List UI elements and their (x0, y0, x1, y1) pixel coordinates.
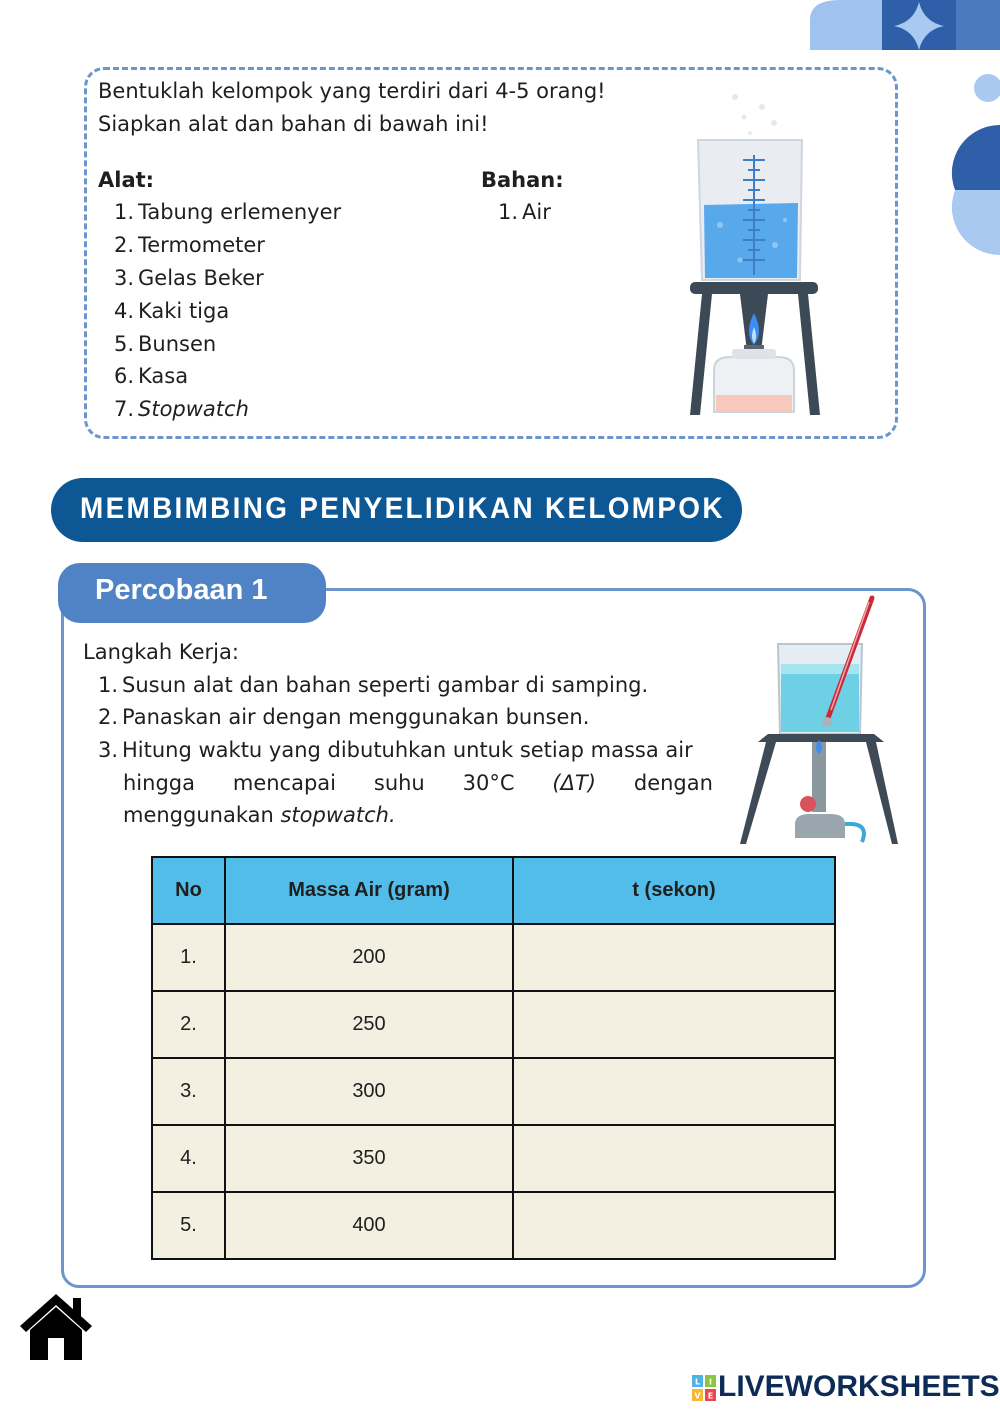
step-text: menggunakan (123, 803, 281, 827)
step-number: 3. (98, 738, 119, 762)
header-massa-air: Massa Air (gram) (225, 857, 513, 924)
section-heading: MEMBIMBING PENYELIDIKAN KELOMPOK (80, 492, 725, 525)
data-table (151, 856, 836, 1260)
header-no: No (152, 857, 225, 924)
alat-item-4 (112, 299, 229, 323)
step-text: Susun alat dan bahan seperti gambar di samping. (122, 673, 649, 697)
steps-heading: Langkah Kerja: (83, 640, 239, 664)
alat-item-1 (112, 200, 341, 224)
table-row (152, 1058, 835, 1125)
step-2 (98, 705, 589, 729)
intro-instruction-2: Siapkan alat dan bahan di bawah ini! (98, 112, 489, 136)
bahan-item-number: 1. (497, 200, 518, 224)
cell-time-input[interactable] (513, 991, 835, 1058)
logo-letter: E (707, 1391, 714, 1401)
alat-item-label: Tabung erlemenyer (138, 200, 342, 224)
cell-time-input[interactable] (513, 1192, 835, 1259)
alat-item-2 (112, 233, 265, 257)
bahan-item-1 (496, 200, 551, 224)
cell-no: 4. (152, 1125, 225, 1192)
step-number: 1. (98, 673, 119, 697)
step-word: mencapai (232, 771, 336, 795)
table-row (152, 1192, 835, 1259)
table-row (152, 924, 835, 991)
alat-item-number: 1. (113, 200, 134, 224)
table-header-row (152, 857, 835, 924)
step-number: 2. (98, 705, 119, 729)
cell-massa: 250 (225, 991, 513, 1058)
alat-heading: Alat: (98, 168, 155, 192)
alat-item-number: 4. (113, 299, 134, 323)
step-word: 30°C (462, 771, 515, 795)
beaker-bunsen-illustration (740, 592, 902, 848)
alat-item-3 (112, 266, 264, 290)
intro-instruction-1: Bentuklah kelompok yang terdiri dari 4-5 orang! (98, 79, 606, 103)
cell-massa: 350 (225, 1125, 513, 1192)
alat-item-label: Termometer (138, 233, 265, 257)
liveworksheets-logo-icon (692, 1375, 716, 1401)
step-word: hingga (123, 771, 195, 795)
header-time: t (sekon) (513, 857, 835, 924)
step-3 (98, 738, 693, 762)
alat-item-label: Bunsen (138, 332, 217, 356)
alat-item-7 (112, 397, 249, 421)
step-text-italic: stopwatch. (280, 803, 396, 827)
alat-item-number: 3. (113, 266, 134, 290)
cell-massa: 200 (225, 924, 513, 991)
table-row (152, 1125, 835, 1192)
cell-no: 3. (152, 1058, 225, 1125)
step-text: Hitung waktu yang dibutuhkan untuk setiap massa air (122, 738, 693, 762)
step-text: Panaskan air dengan menggunakan bunsen. (122, 705, 590, 729)
alat-item-6 (112, 364, 188, 388)
cell-massa: 400 (225, 1192, 513, 1259)
cell-no: 5. (152, 1192, 225, 1259)
step-word: dengan (633, 771, 713, 795)
beaker-tripod-illustration (680, 85, 830, 420)
step-word: (ΔT) (552, 771, 596, 795)
alat-item-5 (112, 332, 216, 356)
step-3-line-2 (123, 771, 713, 795)
bahan-item-label: Air (522, 200, 551, 224)
logo-letter: I (709, 1377, 712, 1387)
step-3-line-3 (123, 803, 396, 827)
cell-time-input[interactable] (513, 924, 835, 991)
alat-item-number: 7. (113, 397, 134, 421)
cell-no: 2. (152, 991, 225, 1058)
alat-item-label: Stopwatch (138, 397, 249, 421)
cell-time-input[interactable] (513, 1058, 835, 1125)
cell-no: 1. (152, 924, 225, 991)
alat-item-label: Gelas Beker (138, 266, 264, 290)
alat-item-number: 5. (113, 332, 134, 356)
alat-item-number: 6. (113, 364, 134, 388)
alat-item-label: Kasa (138, 364, 189, 388)
logo-letter: V (694, 1391, 701, 1401)
cell-time-input[interactable] (513, 1125, 835, 1192)
alat-item-number: 2. (113, 233, 134, 257)
table-row (152, 991, 835, 1058)
step-word: suhu (373, 771, 425, 795)
liveworksheets-brand[interactable]: LIVEWORKSHEETS (718, 1370, 1000, 1403)
logo-letter: L (694, 1377, 701, 1387)
alat-item-label: Kaki tiga (138, 299, 230, 323)
bahan-heading: Bahan: (481, 168, 564, 192)
cell-massa: 300 (225, 1058, 513, 1125)
experiment-title: Percobaan 1 (95, 574, 268, 606)
step-1 (98, 673, 648, 697)
home-icon[interactable] (18, 1290, 94, 1362)
